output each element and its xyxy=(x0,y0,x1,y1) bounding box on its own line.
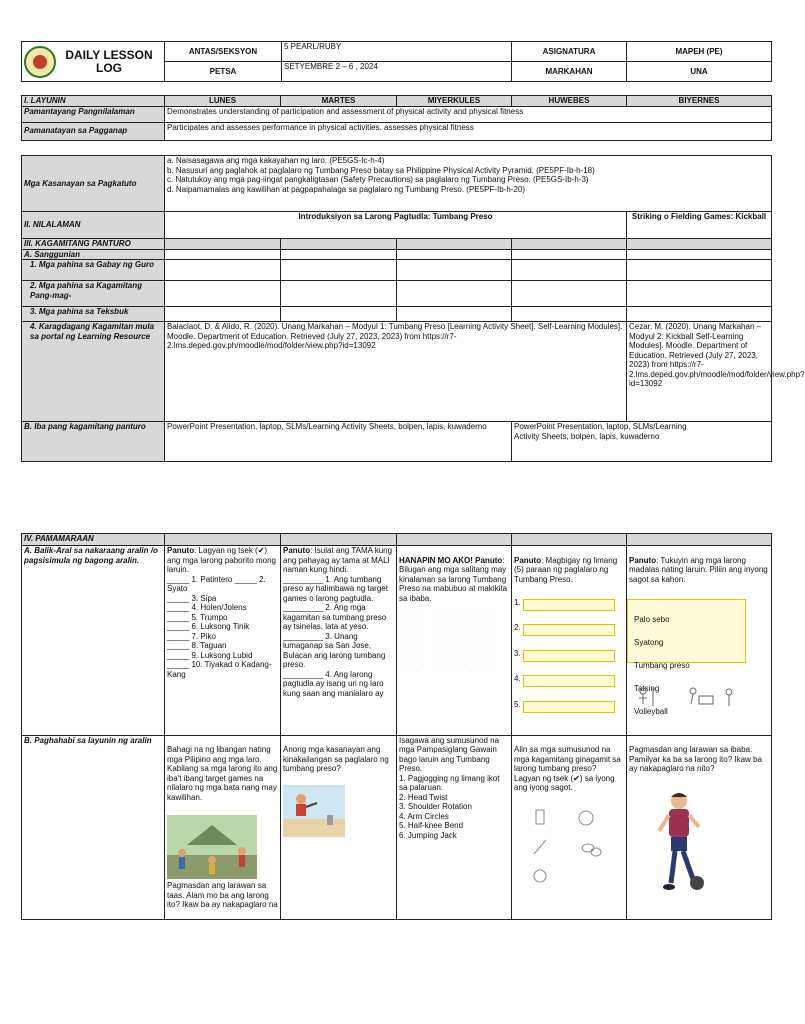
grid-cell: · xyxy=(402,662,405,668)
b-tuesday: Anong mga kasanayan ang kinakailangan sa paglalaro ng tumbang preso? xyxy=(281,735,397,920)
grid-cell: · xyxy=(453,631,455,637)
page-title: DAILY LESSON LOG xyxy=(65,47,153,75)
grid-cell: · xyxy=(402,624,405,630)
grid-cell: · xyxy=(463,624,465,630)
pamamaraan-table xyxy=(21,533,772,920)
markahan-label: MARKAHAN xyxy=(512,62,627,82)
day-header: MARTES xyxy=(281,96,397,107)
grid-cell: · xyxy=(483,639,486,645)
grid-cell: · xyxy=(402,616,405,622)
kasanayan-cell xyxy=(165,156,772,212)
grid-cell: · xyxy=(433,609,435,614)
grid-cell: · xyxy=(463,616,465,622)
grid-cell: · xyxy=(453,639,455,645)
choice-item: Tatsing xyxy=(634,683,660,693)
equipment-options-icon xyxy=(514,806,624,886)
nilalaman-friday: Striking o Fielding Games: Kickball xyxy=(627,212,772,239)
pagganap-label: Pamanatayan sa Pagganap xyxy=(22,122,165,140)
grid-cell: · xyxy=(423,647,425,653)
tumbang-preso-image xyxy=(283,785,345,837)
grid-cell: · xyxy=(433,631,435,637)
grid-cell: · xyxy=(463,639,465,645)
grid-cell: · xyxy=(483,616,486,622)
grid-cell: · xyxy=(423,624,425,630)
grid-cell: · xyxy=(412,639,415,645)
header-table xyxy=(21,41,772,82)
answer-box[interactable] xyxy=(523,650,615,662)
answer-box[interactable] xyxy=(523,701,615,713)
grid-cell: · xyxy=(443,631,445,637)
grid-cell: · xyxy=(453,616,455,622)
children-playing-image xyxy=(167,815,257,879)
grid-cell: · xyxy=(433,624,435,630)
grid-cell: · xyxy=(493,616,496,622)
sanggunian-label: A. Sanggunian xyxy=(22,249,165,260)
petsa-value: SETYEMBRE 2 – 6 , 2024 xyxy=(282,62,512,82)
grid-cell: · xyxy=(473,609,475,614)
antas-value: 5 PEARL/RUBY xyxy=(282,42,512,62)
grid-cell: · xyxy=(493,609,496,614)
word-search-grid xyxy=(399,609,499,669)
layunin-table xyxy=(21,95,772,141)
a-thursday: Panuto: Magbigay ng limang (5) paraan ng paglalaro ng Tumbang Preso. 1. 2. 3. 4. 5. xyxy=(512,546,627,736)
ref-main: Balaclaot, D. & Alido, R. (2020). Unang Markahan – Modyul 1: Tumbang Preso [Learning Activity Sheet]. Self-Learning Modules]. Moodle. Department of Education. Retrieved (July 27, 2023, 2023) from https://r7-2.lms.deped.gov.ph/moodle/mod/folder/view.php?id=13092 xyxy=(165,322,627,422)
antas-label: ANTAS/SEKSYON xyxy=(165,42,282,62)
kasanayan-item: b. Nasusuri ang paglahok at paglalaro ng Tumbang Preso batay sa Philippine Physical Activity Pyramid. (PE5PF-Ib-h-18) xyxy=(167,165,595,175)
grid-cell: · xyxy=(443,654,445,660)
kickball-player-image xyxy=(647,787,717,907)
grid-cell: · xyxy=(463,609,465,614)
answer-box[interactable] xyxy=(523,675,615,687)
day-header: LUNES xyxy=(165,96,281,107)
grid-cell: · xyxy=(423,631,425,637)
choice-item: Tumbang preso xyxy=(634,660,690,670)
kasanayan-item: a. Naisasagawa ang mga kakayahan ng laro. (PE5GS-Ic-h-4) xyxy=(167,156,385,165)
grid-cell: · xyxy=(493,639,496,645)
grid-cell: · xyxy=(473,647,475,653)
grid-cell: · xyxy=(463,654,465,660)
iba-thu: PowerPoint Presentation, laptop, SLMs/Learning Activity Sheets, bolpen, lapis, kuwaderno xyxy=(512,422,772,462)
kasanayan-item: d. Naipamamalas ang kawilihan at pagpapahalaga sa paglalaro ng Tumbang Preso. (PE5PF-Ib-h-20) xyxy=(167,184,525,194)
grid-cell: · xyxy=(473,654,475,660)
grid-cell: · xyxy=(412,616,415,622)
iba-main: PowerPoint Presentation, laptop, SLMs/Learning Activity Sheets, bolpen, lapis, kuwaderno xyxy=(165,422,512,462)
grid-cell: · xyxy=(483,631,486,637)
grid-cell: · xyxy=(483,654,486,660)
grid-cell: · xyxy=(433,654,435,660)
title-cell xyxy=(22,42,165,82)
iba-label: B. Iba pang kagamitang panturo xyxy=(22,422,165,462)
grid-cell: · xyxy=(433,639,435,645)
pamamaraan-label: IV. PAMAMARAAN xyxy=(22,534,165,546)
answer-box[interactable] xyxy=(523,599,615,611)
grid-cell: · xyxy=(443,639,445,645)
choice-item: Palo sebo xyxy=(634,614,670,624)
grid-cell: · xyxy=(473,639,475,645)
grid-cell: · xyxy=(412,624,415,630)
grid-cell: · xyxy=(423,616,425,622)
paghahabi-label: B. Paghahabi sa layunin ng aralin xyxy=(22,735,165,920)
grid-cell: · xyxy=(473,662,475,668)
grid-cell: · xyxy=(493,654,496,660)
ref-friday: Cezar, M. (2020). Unang Markahan – Modyul 2: Kickball Self-Learning Modules]. Moodle. Department of Education. Retrieved (July 27, 2023, 2023) from https://r7-2.lms.deped.gov.ph/moodle/mod/folder/view.php?id=13092 xyxy=(627,322,772,422)
grid-cell: · xyxy=(453,654,455,660)
grid-cell: · xyxy=(453,609,455,614)
asignatura-label: ASIGNATURA xyxy=(512,42,627,62)
content-table xyxy=(21,155,805,462)
answer-box[interactable] xyxy=(523,624,615,636)
grid-cell: · xyxy=(423,639,425,645)
a-friday: Panuto: Tukuyin ang mga larong madalas nating laruin. Piliin ang inyong sagot sa kahon. Palo sebo Syatong Tumbang preso Tatsing Volleyball xyxy=(627,546,772,736)
petsa-label: PETSA xyxy=(165,62,282,82)
a-tuesday: Panuto: Isulat ang TAMA kung ang pahayag ay tama at MALI naman kung hindi. _________ 1. Ang tumbang preso ay halimbawa ng target games o larong pagtudla. _________ 2. Ang mga kagamitan sa tumbang preso ay tsinelas, lata at yeso. _________ 3. Unang lumaganap sa San Jose, Bulacan ang larong tumbang preso. _________ 4. Ang larong pagtudla ay isang uri ng laro kung saan ang manlalaro ay xyxy=(281,546,397,736)
kagamitan-mag-label: 2. Mga pahina sa Kagamitang Pang-mag- xyxy=(22,281,165,307)
grid-cell: · xyxy=(402,639,405,645)
a-wednesday: HANAPIN MO AKO! Panuto: Bilugan ang mga salitang may kinalaman sa larong Tumbang Preso na mabubuo at makikita sa ibaba. · · · · · · · · · · · · · · · · · · · · · · · · · · · · · · · · · · · · · · · · · · · · · · · · · · · · · · · · · · · · · · · · · · · · · · · · · · · · · · · · xyxy=(397,546,512,736)
grid-cell: · xyxy=(412,662,415,668)
grid-cell: · xyxy=(483,647,486,653)
grid-cell: · xyxy=(412,647,415,653)
grid-cell: · xyxy=(423,662,425,668)
grid-cell: · xyxy=(412,631,415,637)
b-monday: Bahagi na ng libangan nating mga Pilipino ang mga laro. Kabilang sa mga larong ito ang iba't ibang target games na nilalaro ng mga bata nang may kawilihan. Pagmasdan ang larawan sa taas. Alam mo ba ang larong ito? Ikaw ba ay nakapaglaro na xyxy=(165,735,281,920)
grid-cell: · xyxy=(443,647,445,653)
grid-cell: · xyxy=(433,662,435,668)
grid-cell: · xyxy=(402,654,405,660)
teksbuk-label: 3. Mga pahina sa Teksbuk xyxy=(22,307,165,322)
layunin-label: I. LAYUNIN xyxy=(22,96,165,107)
grid-cell: · xyxy=(493,624,496,630)
choice-item: Syatong xyxy=(634,637,664,647)
grid-cell: · xyxy=(453,662,455,668)
kasanayan-item: c. Natutukoy ang mga pag-iingat pangkaligtasan (Safety Precautions) sa paglalaro ng Tumbang Preso. (PE5GS-Ib-h-3) xyxy=(167,175,589,184)
grid-cell: · xyxy=(463,631,465,637)
grid-cell: · xyxy=(483,624,486,630)
grid-cell: · xyxy=(423,654,425,660)
pangnilalaman-label: Pamantayang Pangnilalaman xyxy=(22,106,165,122)
asignatura-value: MAPEH (PE) xyxy=(627,42,772,62)
karagdagang-label: 4. Karagdagang Kagamitan mula sa portal ng Learning Resource xyxy=(22,322,165,422)
grid-cell: · xyxy=(402,647,405,653)
a-monday: Panuto: Lagyan ng tsek (✔) ang mga larong paborito mong laruin. _____ 1. Patintero _____ 2. Syato _____ 3. Sipa _____ 4. Holen/Jolens _____ 5. Trumpo _____ 6. Luksong Tinik _____ 7. Piko _____ 8. Taguan _____ 9. Luksong Lubid _____ 10. Tiyakad o Kadang-Kang xyxy=(165,546,281,736)
balik-aral-label: A. Balik-Aral sa nakaraang aralin /o pagsisimula ng bagong aralin. xyxy=(22,546,165,736)
nilalaman-label: II. NILALAMAN xyxy=(22,212,165,239)
grid-cell: · xyxy=(412,609,415,614)
nilalaman-main: Introduksiyon sa Larong Pagtudla: Tumbang Preso xyxy=(165,212,627,239)
grid-cell: · xyxy=(433,647,435,653)
day-header: MIYERKULES xyxy=(397,96,512,107)
pagganap-text: Participates and assesses performance in physical activities. assesses physical fitness xyxy=(165,122,772,140)
choice-item: Volleyball xyxy=(634,706,668,716)
grid-cell: · xyxy=(412,654,415,660)
grid-cell: · xyxy=(493,647,496,653)
grid-cell: · xyxy=(473,616,475,622)
kagamitan-label: III. KAGAMITANG PANTURO xyxy=(22,239,165,250)
grid-cell: · xyxy=(433,616,435,622)
b-wednesday: Isagawa ang sumusunod na mga Pampasiglang Gawain bago laruin ang Tumbang Preso. 1. Pagjogging ng limang ikot sa palaruan. 2. Head Twist 3. Shoulder Rotation 4. Arm Circles 5. Half-knee Bend 6. Jumping Jack xyxy=(397,735,512,920)
grid-cell: · xyxy=(483,609,486,614)
grid-cell: · xyxy=(443,662,445,668)
game-sketches-icon xyxy=(631,686,741,710)
grid-cell: · xyxy=(443,624,445,630)
gabay-label: 1. Mga pahina sa Gabay ng Guro xyxy=(22,260,165,281)
day-header: BIYERNES xyxy=(627,96,772,107)
pangnilalaman-text: Demonstrates understanding of participation and assessment of physical activity and physical fitness xyxy=(165,106,772,122)
grid-cell: · xyxy=(493,631,496,637)
kasanayan-label: Mga Kasanayan sa Pagkatuto xyxy=(22,156,165,212)
b-friday: Pagmasdan ang larawan sa ibaba. Pamilyar ka ba sa larong ito? Ikaw ba ay nakapaglaro na nito? xyxy=(627,735,772,920)
grid-cell: · xyxy=(483,662,486,668)
grid-cell: · xyxy=(473,624,475,630)
grid-cell: · xyxy=(453,647,455,653)
school-logo xyxy=(24,46,56,78)
grid-cell: · xyxy=(473,631,475,637)
grid-cell: · xyxy=(402,631,405,637)
grid-cell: · xyxy=(453,624,455,630)
grid-cell: · xyxy=(423,609,425,614)
grid-cell: · xyxy=(463,662,465,668)
markahan-value: UNA xyxy=(627,62,772,82)
b-thursday: Alin sa mga sumusunod na mga kagamitang ginagamit sa larong tumbang preso? Lagyan ng tsek (✔) sa iyong ang iyong sagot. xyxy=(512,735,627,920)
grid-cell: · xyxy=(443,609,445,614)
grid-cell: · xyxy=(443,616,445,622)
grid-cell: · xyxy=(463,647,465,653)
day-header: HUWEBES xyxy=(512,96,627,107)
grid-cell: · xyxy=(493,662,496,668)
grid-cell: · xyxy=(402,609,405,614)
